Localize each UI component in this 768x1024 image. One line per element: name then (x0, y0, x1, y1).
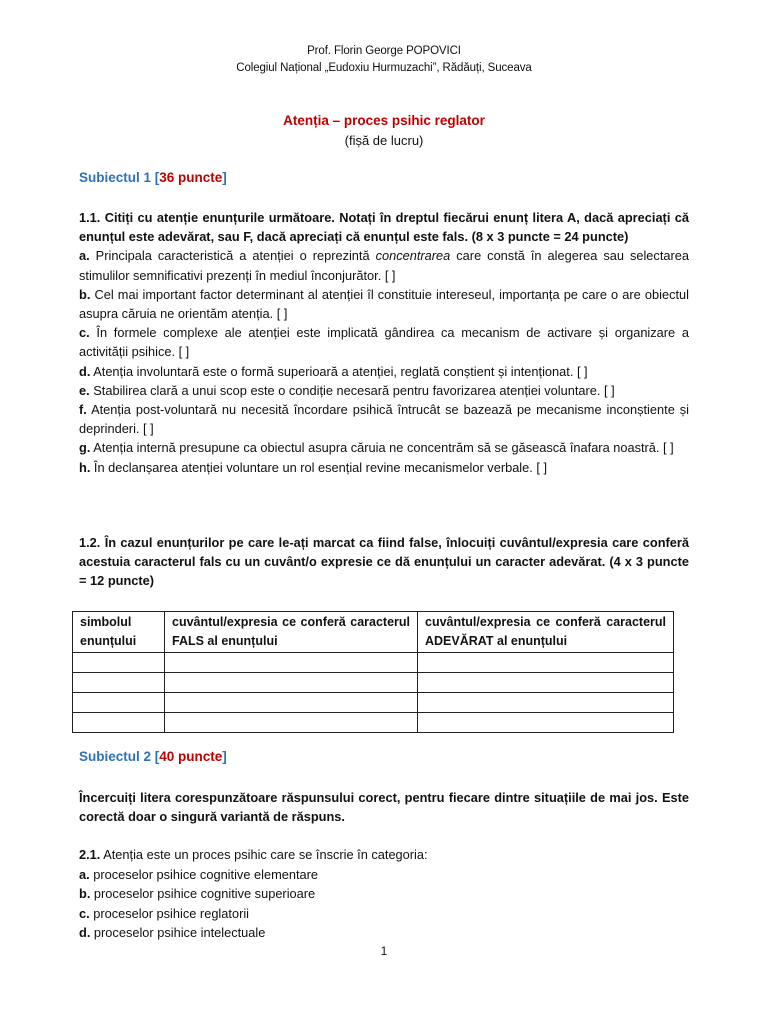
table-cell[interactable] (73, 653, 165, 673)
question-2-1 (79, 845, 689, 943)
subject-2-instructions-text: Încercuiți litera corespunzătoare răspunsului corect, pentru fiecare dintre situațiile de mai jos. Este corectă doar o singură variantă de răspuns. (79, 790, 689, 825)
statement-letter: h. (79, 459, 91, 475)
statement-text: Atenția involuntară este o formă superioară a atenției, reglată conștient și intenționat. [ ] (90, 363, 588, 379)
question-1-2 (79, 533, 689, 591)
subject-2-label: Subiectul 2 [ (79, 749, 160, 764)
question-1-1 (79, 208, 689, 477)
option-text: proceselor psihice cognitive elementare (89, 866, 319, 882)
statement-letter: b. (79, 286, 91, 302)
subject-1-heading (79, 170, 227, 185)
table-cell[interactable] (165, 693, 418, 713)
option-letter: a. (79, 866, 90, 882)
statement-item (79, 246, 689, 284)
table-row (73, 673, 674, 693)
answer-table-body (73, 653, 674, 733)
statement-letter: e. (79, 382, 90, 398)
question-1-1-prompt: 1.1. Citiți cu atenție enunțurile următoare. Notați în dreptul fiecărui enunț litera A, dacă apreciați că enunțul este adevărat, sau F, dacă apreciați că enunțul este fals. (8 x 3 puncte = 24 puncte) (79, 210, 689, 245)
page-number: 1 (380, 944, 388, 958)
statement-text: Cel mai important factor determinant al atenției îl constituie intereseul, importanța pe care o are obiectul asupra căruia ne orientăm atenția. [ ] (79, 286, 689, 322)
statement-item (79, 362, 689, 381)
statement-text: Atenția internă presupune ca obiectul asupra căruia ne concentrăm să se găsească înafara noastră. [ ] (90, 440, 674, 456)
statement-item (79, 323, 689, 361)
option-list (79, 865, 689, 943)
option-item[interactable] (79, 904, 689, 924)
table-cell[interactable] (73, 713, 165, 733)
option-text: proceselor psihice intelectuale (90, 925, 266, 940)
question-2-1-text (79, 845, 689, 865)
statement-text: Stabilirea clară a unui scop este o condiție necesară pentru favorizarea atenției voluntare. [ ] (89, 382, 615, 398)
table-cell[interactable] (165, 713, 418, 733)
table-row (73, 653, 674, 673)
table-cell[interactable] (73, 673, 165, 693)
statement-text: În formele complexe ale atenției este implicată gândirea ca mecanism de activare și organizare a activității psihice. [ ] (79, 325, 689, 360)
header-author: Prof. Florin George POPOVICI (307, 45, 461, 57)
answer-table-header-row (73, 612, 674, 653)
statement-emphasis: concentrarea (375, 248, 451, 264)
table-cell[interactable] (418, 653, 674, 673)
table-cell[interactable] (73, 693, 165, 713)
subject-2-close: ] (222, 749, 227, 764)
statement-letter: f. (79, 402, 87, 418)
subject-2-heading (79, 749, 227, 764)
statement-item (79, 438, 689, 457)
table-cell[interactable] (418, 713, 674, 733)
statement-item (79, 458, 689, 477)
table-cell[interactable] (418, 693, 674, 713)
table-cell[interactable] (165, 673, 418, 693)
option-item[interactable] (79, 923, 689, 943)
table-header-symbol: simbolul enunțului (73, 612, 165, 653)
table-row (73, 693, 674, 713)
subject-2-points: 40 puncte (159, 749, 223, 764)
subject-1-label: Subiectul 1 [ (79, 170, 160, 185)
statement-text: Atenția post-voluntară nu necesită încordare psihică întrucât se bazează pe mecanisme inconștiente și deprinderi. [ ] (79, 402, 689, 437)
option-letter: d. (79, 925, 91, 940)
table-cell[interactable] (165, 653, 418, 673)
statement-item (79, 285, 689, 323)
subject-1-close: ] (222, 170, 227, 185)
option-item[interactable] (79, 884, 689, 904)
option-item[interactable] (79, 865, 689, 885)
table-header-false: cuvântul/expresia ce conferă caracterul FALS al enunțului (165, 612, 418, 653)
statement-text: Principala caracteristică a atenției o reprezintă (89, 248, 376, 264)
table-row (73, 713, 674, 733)
table-cell[interactable] (418, 673, 674, 693)
option-text: proceselor psihice reglatorii (89, 905, 250, 921)
statement-letter: g. (79, 440, 91, 456)
statement-text: În declanșarea atenției voluntare un rol esențial revine mecanismelor verbale. [ ] (90, 459, 548, 475)
header-school: Colegiul Național „Eudoxiu Hurmuzachi”, Rădăuți, Suceava (236, 62, 532, 74)
table-header-true: cuvântul/expresia ce conferă caracterul ADEVĂRAT al enunțului (418, 612, 674, 653)
option-text: proceselor psihice cognitive superioare (90, 886, 316, 901)
question-2-1-stem: Atenția este un proces psihic care se înscrie în categoria: (100, 847, 428, 862)
statement-text-end: care constă în alegerea sau selectarea stimulilor semnificativi prezenți în mediul înconjurător. [ ] (79, 248, 689, 283)
document-title: Atenția – proces psihic reglator (283, 113, 485, 128)
question-2-1-number: 2.1. (79, 847, 101, 862)
option-letter: b. (79, 886, 91, 901)
question-1-2-prompt: 1.2. În cazul enunțurilor pe care le-ați marcat ca fiind false, înlocuiți cuvântul/expresia care conferă acestuia caracterul fals cu un cuvânt/o expresie ce dă enunțului un caracter adevărat. (4 x 3 puncte = 12 puncte) (79, 535, 689, 589)
statement-list (79, 246, 689, 476)
option-letter: c. (79, 905, 90, 921)
statement-letter: d. (79, 363, 91, 379)
statement-letter: c. (79, 325, 90, 341)
statement-letter: a. (79, 248, 90, 264)
subject-2-instructions (79, 788, 689, 826)
answer-table (72, 611, 674, 733)
statement-item (79, 381, 689, 400)
document-subtitle: (fișă de lucru) (344, 133, 424, 148)
statement-item (79, 400, 689, 438)
subject-1-points: 36 puncte (159, 170, 223, 185)
